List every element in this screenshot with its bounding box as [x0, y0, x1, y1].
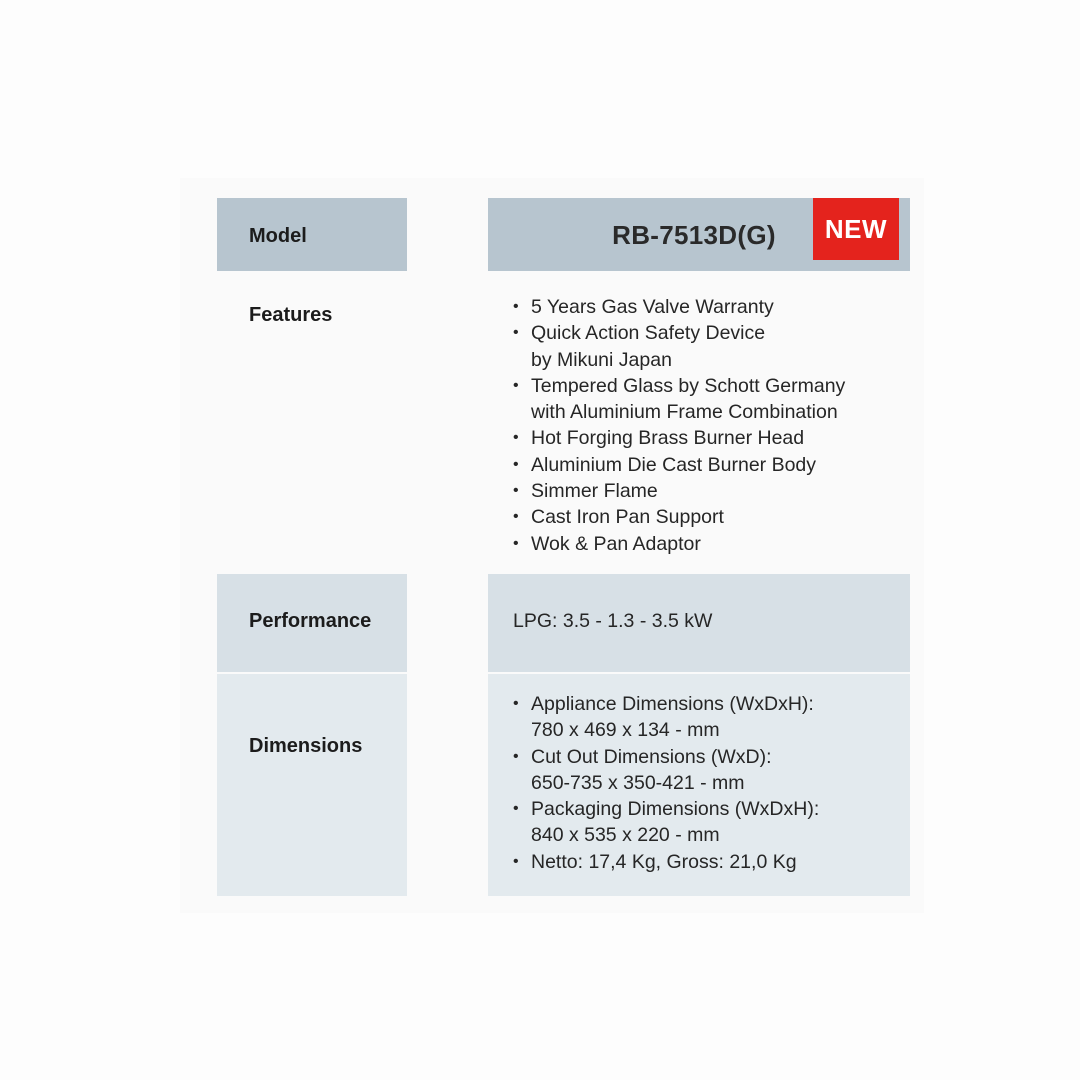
bullet-icon: • — [513, 482, 519, 500]
dimensions-list — [513, 691, 902, 875]
dimension-item — [513, 849, 902, 875]
feature-item — [513, 373, 902, 426]
bullet-icon: • — [513, 747, 519, 765]
feature-item — [513, 478, 902, 504]
feature-item — [513, 294, 902, 320]
dimensions-value-cell — [488, 674, 910, 896]
feature-item-text: with Aluminium Frame Combination — [531, 401, 838, 424]
bullet-icon: • — [513, 376, 519, 394]
dimension-item-text: Cut Out Dimensions (WxD): — [531, 745, 772, 768]
dimension-item — [513, 796, 902, 849]
performance-label: Performance — [249, 610, 372, 632]
feature-item-text: Tempered Glass by Schott Germany — [531, 374, 846, 397]
performance-label-cell — [217, 574, 407, 672]
dimension-item — [513, 691, 902, 744]
feature-item-text: Quick Action Safety Device — [531, 322, 766, 345]
feature-item-text: Hot Forging Brass Burner Head — [531, 427, 805, 450]
dimension-item-text: Netto: 17,4 Kg, Gross: 21,0 Kg — [531, 850, 797, 873]
bullet-icon: • — [513, 429, 519, 447]
feature-item — [513, 452, 902, 478]
feature-item — [513, 320, 902, 373]
features-value-cell — [488, 283, 910, 573]
performance-value: LPG: 3.5 - 1.3 - 3.5 kW — [513, 610, 713, 632]
new-badge: NEW — [813, 198, 899, 260]
dimension-item-text: Appliance Dimensions (WxDxH): — [531, 693, 814, 715]
feature-item-text: Aluminium Die Cast Burner Body — [531, 453, 817, 476]
bullet-icon: • — [513, 695, 519, 712]
feature-item-text: by Mikuni Japan — [531, 348, 672, 371]
bullet-icon: • — [513, 298, 519, 315]
bullet-icon: • — [513, 800, 519, 818]
dimension-item-text: Packaging Dimensions (WxDxH): — [531, 798, 820, 821]
bullet-icon: • — [513, 324, 519, 342]
features-list — [513, 294, 902, 557]
dimensions-label-cell — [217, 674, 407, 896]
features-label-cell — [217, 283, 407, 573]
feature-item — [513, 504, 902, 530]
bullet-icon: • — [513, 508, 519, 526]
performance-value-cell — [488, 574, 910, 672]
dimension-item-text: 650-735 x 350-421 - mm — [531, 771, 745, 794]
model-value-cell — [488, 198, 910, 271]
feature-item-text: 5 Years Gas Valve Warranty — [531, 296, 774, 318]
model-label: Model — [249, 225, 307, 247]
model-name: RB-7513D(G) — [612, 220, 776, 250]
feature-item-text: Simmer Flame — [531, 480, 658, 503]
feature-item — [513, 531, 902, 557]
dimension-item-text: 840 x 535 x 220 - mm — [531, 824, 720, 847]
bullet-icon: • — [513, 455, 519, 473]
dimensions-label: Dimensions — [249, 735, 363, 757]
bullet-icon: • — [513, 852, 519, 870]
dimension-item — [513, 744, 902, 797]
dimension-item-text: 780 x 469 x 134 - mm — [531, 719, 720, 742]
bullet-icon: • — [513, 534, 519, 552]
feature-item-text: Wok & Pan Adaptor — [531, 532, 701, 555]
feature-item-text: Cast Iron Pan Support — [531, 506, 724, 529]
model-label-cell — [217, 198, 407, 271]
features-label: Features — [249, 304, 333, 326]
feature-item — [513, 425, 902, 451]
